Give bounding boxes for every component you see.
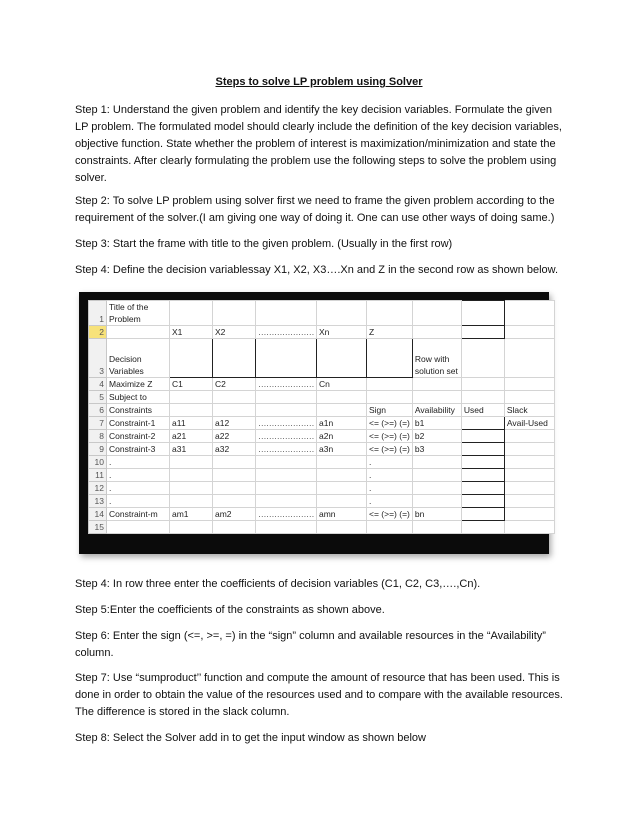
row-number: 11 xyxy=(89,469,107,482)
cell-ellipsis: . xyxy=(367,469,413,482)
cell-constraint-name: Constraint-1 xyxy=(107,417,170,430)
row-number: 1 xyxy=(89,301,107,326)
cell-ellipsis: . xyxy=(107,456,170,469)
cell-coef: a31 xyxy=(170,443,213,456)
cell-dots: ………………… xyxy=(256,326,317,339)
sheet-row-10 xyxy=(89,456,555,469)
cell-c1: C1 xyxy=(170,378,213,391)
sheet-row-12 xyxy=(89,482,555,495)
cell-constraint-name: Constraint-m xyxy=(107,508,170,521)
cell-sign-header: Sign xyxy=(367,404,413,417)
cell-sign: <= (>=) (=) xyxy=(367,508,413,521)
cell-coef: a11 xyxy=(170,417,213,430)
cell-constraint-name: Constraint-3 xyxy=(107,443,170,456)
cell-solution-z xyxy=(367,339,413,378)
cell-coef: a22 xyxy=(213,430,256,443)
cell-used xyxy=(461,482,504,495)
cell-used xyxy=(461,417,504,430)
cell-ellipsis: . xyxy=(367,456,413,469)
sheet-row-5 xyxy=(89,391,555,404)
cell-used-header: Used xyxy=(461,404,504,417)
row-number: 5 xyxy=(89,391,107,404)
cell-dots: ………………… xyxy=(256,430,317,443)
cell-used xyxy=(461,430,504,443)
cell-coef: am1 xyxy=(170,508,213,521)
sheet-row-13 xyxy=(89,495,555,508)
cell-solution-xn xyxy=(317,339,367,378)
cell-cn: Cn xyxy=(317,378,367,391)
sheet-row-14 xyxy=(89,508,555,521)
cell-decision-variables: Decision Variables xyxy=(107,339,170,378)
cell-objective-box xyxy=(461,326,504,339)
cell-subject-to: Subject to xyxy=(107,391,170,404)
sheet-row-1 xyxy=(89,301,555,326)
cell-used xyxy=(461,508,504,521)
cell-x2: X2 xyxy=(213,326,256,339)
cell-slack: Avail-Used xyxy=(504,417,554,430)
row-number: 15 xyxy=(89,521,107,534)
row-number: 9 xyxy=(89,443,107,456)
step-6-text: Step 6: Enter the sign (<=, >=, =) in the “sign” column and available resources in the “Availability” column. xyxy=(75,630,546,659)
sheet-row-4 xyxy=(89,378,555,391)
cell-coef: a21 xyxy=(170,430,213,443)
cell-coef: a32 xyxy=(213,443,256,456)
cell-xn: Xn xyxy=(317,326,367,339)
row-number: 8 xyxy=(89,430,107,443)
sheet-row-3 xyxy=(89,339,555,378)
cell-availability: b3 xyxy=(412,443,461,456)
row-number: 7 xyxy=(89,417,107,430)
cell-coef: a3n xyxy=(317,443,367,456)
cell-dots: ………………… xyxy=(256,417,317,430)
step-4b-text: Step 4: In row three enter the coefficients of decision variables (C1, C2, C3,….,Cn). xyxy=(75,578,481,590)
cell-z: Z xyxy=(367,326,413,339)
cell-used xyxy=(461,443,504,456)
cell-solution-dots xyxy=(256,339,317,378)
step-7-text: Step 7: Use “sumproduct’’ function and compute the amount of resource that has been used. This is done in order to obtain the value of the resources used and to compare with the available resources. The difference is stored in the slack column. xyxy=(75,672,563,718)
row-number: 12 xyxy=(89,482,107,495)
cell-sign: <= (>=) (=) xyxy=(367,430,413,443)
cell-x1: X1 xyxy=(170,326,213,339)
row-number: 2 xyxy=(89,326,107,339)
cell-used xyxy=(461,469,504,482)
cell-top-box xyxy=(461,301,504,326)
cell-used xyxy=(461,456,504,469)
cell-sign: <= (>=) (=) xyxy=(367,443,413,456)
row-number: 13 xyxy=(89,495,107,508)
cell-maximize: Maximize Z xyxy=(107,378,170,391)
cell-solution-x2 xyxy=(213,339,256,378)
step-1-text: Step 1: Understand the given problem and identify the key decision variables. Formulate the given LP problem. The formulated model should clearly include the definition of the key decision variables, objective function. State whether the problem of interest is maximization/minimization and state the constraints. After clearly formulating the problem use the following steps to solve the problem using solver. xyxy=(75,104,562,184)
sheet-row-2 xyxy=(89,326,555,339)
cell-ellipsis: . xyxy=(367,495,413,508)
cell-used xyxy=(461,495,504,508)
step-3-text: Step 3: Start the frame with title to the given problem. (Usually in the first row) xyxy=(75,238,453,250)
row-number: 3 xyxy=(89,339,107,378)
sheet-row-11 xyxy=(89,469,555,482)
sheet-row-6 xyxy=(89,404,555,417)
cell-dots: ………………… xyxy=(256,443,317,456)
row-number: 14 xyxy=(89,508,107,521)
cell-solution-set-label: Row with solution set xyxy=(412,339,461,378)
cell-coef: amn xyxy=(317,508,367,521)
cell-availability: bn xyxy=(412,508,461,521)
cell-ellipsis: . xyxy=(107,482,170,495)
cell-coef: a12 xyxy=(213,417,256,430)
sheet-row-9 xyxy=(89,443,555,456)
cell-coef: a2n xyxy=(317,430,367,443)
step-2-text: Step 2: To solve LP problem using solver first we need to frame the given problem according to the requirement of the solver.(I am giving one way of doing it. One can use other ways of doing same.) xyxy=(75,195,555,224)
cell-c2: C2 xyxy=(213,378,256,391)
cell-constraints: Constraints xyxy=(107,404,170,417)
cell-coef: am2 xyxy=(213,508,256,521)
cell-ellipsis: . xyxy=(107,495,170,508)
cell-constraint-name: Constraint-2 xyxy=(107,430,170,443)
cell-dots: ………………… xyxy=(256,508,317,521)
step-8-text: Step 8: Select the Solver add in to get the input window as shown below xyxy=(75,732,426,744)
cell-ellipsis: . xyxy=(107,469,170,482)
row-number: 6 xyxy=(89,404,107,417)
cell-availability: b2 xyxy=(412,430,461,443)
sheet-row-15 xyxy=(89,521,555,534)
cell-coef: a1n xyxy=(317,417,367,430)
cell-dots: ………………… xyxy=(256,378,317,391)
cell-problem-title: Title of the Problem xyxy=(107,301,170,326)
step-4-text: Step 4: Define the decision variablessay X1, X2, X3….Xn and Z in the second row as shown below. xyxy=(75,264,559,276)
cell-availability: b1 xyxy=(412,417,461,430)
sheet-row-7 xyxy=(89,417,555,430)
row-number: 4 xyxy=(89,378,107,391)
cell-sign: <= (>=) (=) xyxy=(367,417,413,430)
cell-ellipsis: . xyxy=(367,482,413,495)
step-5-text: Step 5:Enter the coefficients of the constraints as shown above. xyxy=(75,604,385,616)
spreadsheet-grid xyxy=(88,300,555,534)
document-title: Steps to solve LP problem using Solver xyxy=(215,76,423,88)
cell-solution-x1 xyxy=(170,339,213,378)
cell-availability-header: Availability xyxy=(412,404,461,417)
row-number: 10 xyxy=(89,456,107,469)
cell-slack-header: Slack xyxy=(504,404,554,417)
sheet-row-8 xyxy=(89,430,555,443)
